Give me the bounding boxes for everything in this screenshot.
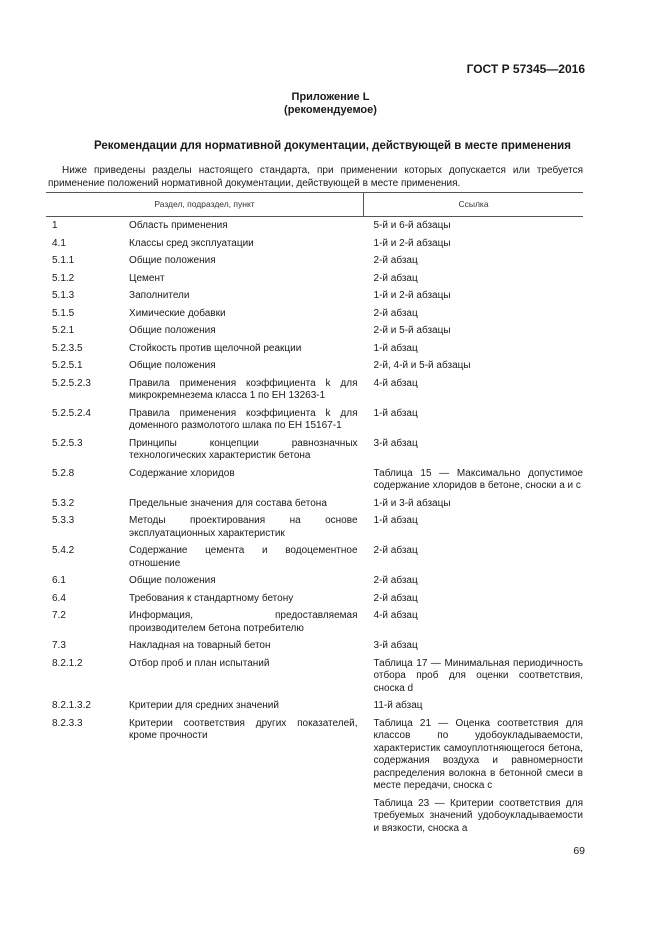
reference-text: 2-й абзац [373,272,418,284]
table-row [46,465,583,495]
row-title: Химические добавки [129,307,226,319]
reference-text: 2-й, 4-й и 5-й абзацы [373,360,471,371]
row-number: 5.2.5.1 [52,360,83,371]
row-title: Содержание хлоридов [129,467,235,479]
row-title: Критерии соответствия других показателей, кроме прочности [129,717,358,741]
reference-text: 3-й абзац [373,640,418,651]
row-reference [364,590,583,608]
table-row [46,590,583,608]
row-number: 5.3.3 [52,515,75,526]
reference-text: Таблица 17 — Минимальная периодичность отбора проб для оценки соответствия, сноска d [373,657,583,694]
table-row [46,217,583,235]
row-title: Правила применения коэффициента k для доменного размолотого шлака по ЕН 15167-1 [129,407,358,431]
reference-text: Таблица 15 — Максимально допустимое содержание хлоридов в бетоне, сноски а и с [373,467,583,491]
row-number: 4.1 [52,237,66,249]
table-row [46,512,583,542]
row-title: Информация, предоставляемая производителем бетона потребителю [129,610,358,634]
reference-text: 1-й и 2-й абзацы [373,290,451,301]
row-title: Принципы концепции равнозначных технологических характеристик бетона [129,437,358,461]
row-reference [364,607,583,637]
table-row [46,305,583,323]
row-reference [364,375,583,405]
row-reference [364,405,583,435]
table-row [46,495,583,513]
annex-title: Приложение L [291,91,370,103]
row-reference [364,235,583,253]
reference-text: 2-й абзац [373,307,418,319]
row-number: 1 [52,220,58,231]
reference-text: 1-й абзац [373,407,418,419]
row-title: Накладная на товарный бетон [129,640,271,651]
row-number: 6.1 [52,575,66,586]
row-title: Методы проектирования на основе эксплуатационных характеристик [129,515,358,539]
row-number: 8.2.1.2 [52,657,83,669]
row-reference [364,637,583,655]
row-reference [364,340,583,358]
table-row [46,235,583,253]
table-row [46,655,583,698]
table-row [46,715,583,838]
row-reference [364,322,583,340]
reference-text: 3-й абзац [373,437,418,449]
row-number: 5.2.5.2.3 [52,377,91,389]
table-row [46,607,583,637]
reference-text: 2-й абзац [373,575,418,586]
table-row [46,572,583,590]
row-title: Требования к стандартному бетону [129,592,294,604]
reference-text: 4-й абзац [373,377,418,389]
standard-number: ГОСТ Р 57345—2016 [466,62,585,76]
reference-text: 11-й абзац [373,700,423,711]
row-number: 6.4 [52,592,66,604]
row-reference [364,697,583,715]
row-number: 8.2.1.3.2 [52,700,91,711]
row-number: 7.2 [52,610,66,621]
row-title: Общие положения [129,255,216,266]
row-number: 8.2.3.3 [52,717,83,729]
table-row [46,270,583,288]
row-title: Критерии для средних значений [129,700,279,711]
row-reference [364,715,583,838]
sections-table [46,192,583,837]
row-title: Стойкость против щелочной реакции [129,342,302,354]
reference-text: 4-й абзац [373,610,418,621]
row-number: 5.1.1 [52,255,75,266]
reference-text: 1-й и 3-й абзацы [373,497,451,509]
table-row [46,375,583,405]
row-number: 7.3 [52,640,66,651]
row-number: 5.1.3 [52,290,75,301]
row-title: Предельные значения для состава бетона [129,497,327,509]
annex-status: (рекомендуемое) [284,104,377,116]
table-row [46,542,583,572]
row-title: Общие положения [129,325,216,336]
row-title: Общие положения [129,575,216,586]
reference-text: 1-й абзац [373,515,418,526]
row-title: Правила применения коэффициента k для микрокремнезема класса 1 по ЕН 13263-1 [129,377,358,401]
row-reference [364,287,583,305]
table-row [46,405,583,435]
row-reference [364,465,583,495]
row-number: 5.4.2 [52,545,75,556]
table-body [46,217,583,838]
reference-text: 2-й абзац [373,255,418,266]
table-row [46,252,583,270]
intro-paragraph: Ниже приведены разделы настоящего стандарта, при применении которых допускается или требуется применение положений нормативной документации, действующей в месте применения. [48,165,583,189]
row-number: 5.2.5.2.4 [52,407,91,419]
reference-text: 2-й абзац [373,592,418,604]
table-header-row [46,193,583,217]
table-row [46,435,583,465]
table-row [46,637,583,655]
table-row [46,340,583,358]
table-row [46,287,583,305]
reference-text: Таблица 23 — Критерии соответствия для требуемых значений удобоукладываемости и вязкости, сноска а [373,797,583,834]
header-section: Раздел, подраздел, пункт [46,193,364,217]
row-title: Цемент [129,272,165,284]
row-reference [364,252,583,270]
row-reference [364,542,583,572]
row-reference [364,655,583,698]
reference-text: 1-й абзац [373,342,418,354]
row-reference [364,357,583,375]
table-row [46,357,583,375]
row-reference [364,495,583,513]
header-reference: Ссылка [364,193,583,217]
row-reference [364,270,583,288]
row-number: 5.2.1 [52,325,75,336]
reference-text: 1-й и 2-й абзацы [373,237,451,249]
row-title: Содержание цемента и водоцементное отношение [129,545,358,569]
row-number: 5.2.5.3 [52,437,83,449]
table-row [46,322,583,340]
reference-text: 2-й и 5-й абзацы [373,325,451,336]
row-number: 5.2.8 [52,467,75,479]
reference-text: 5-й и 6-й абзацы [373,220,451,231]
row-number: 5.3.2 [52,497,75,509]
row-number: 5.1.2 [52,272,75,284]
row-reference [364,512,583,542]
row-reference [364,217,583,235]
row-reference [364,435,583,465]
row-number: 5.2.3.5 [52,342,83,354]
table-row [46,697,583,715]
row-title: Классы сред эксплуатации [129,237,254,249]
row-title: Отбор проб и план испытаний [129,657,270,669]
document-title: Рекомендации для нормативной документации, действующей в месте применения [94,140,571,152]
row-number: 5.1.5 [52,307,75,319]
reference-text: 2-й абзац [373,545,418,556]
row-title: Заполнители [129,290,190,301]
reference-text: Таблица 21 — Оценка соответствия для классов по удобоукладываемости, характеристик самоуплотняющегося бетона, содержания воздуха и равномерности распределения волокна в бетонной смеси в месте передачи, сноска с [373,717,583,791]
row-title: Область применения [129,220,228,231]
row-reference [364,572,583,590]
row-reference [364,305,583,323]
page-number: 69 [573,845,585,857]
row-title: Общие положения [129,360,216,371]
